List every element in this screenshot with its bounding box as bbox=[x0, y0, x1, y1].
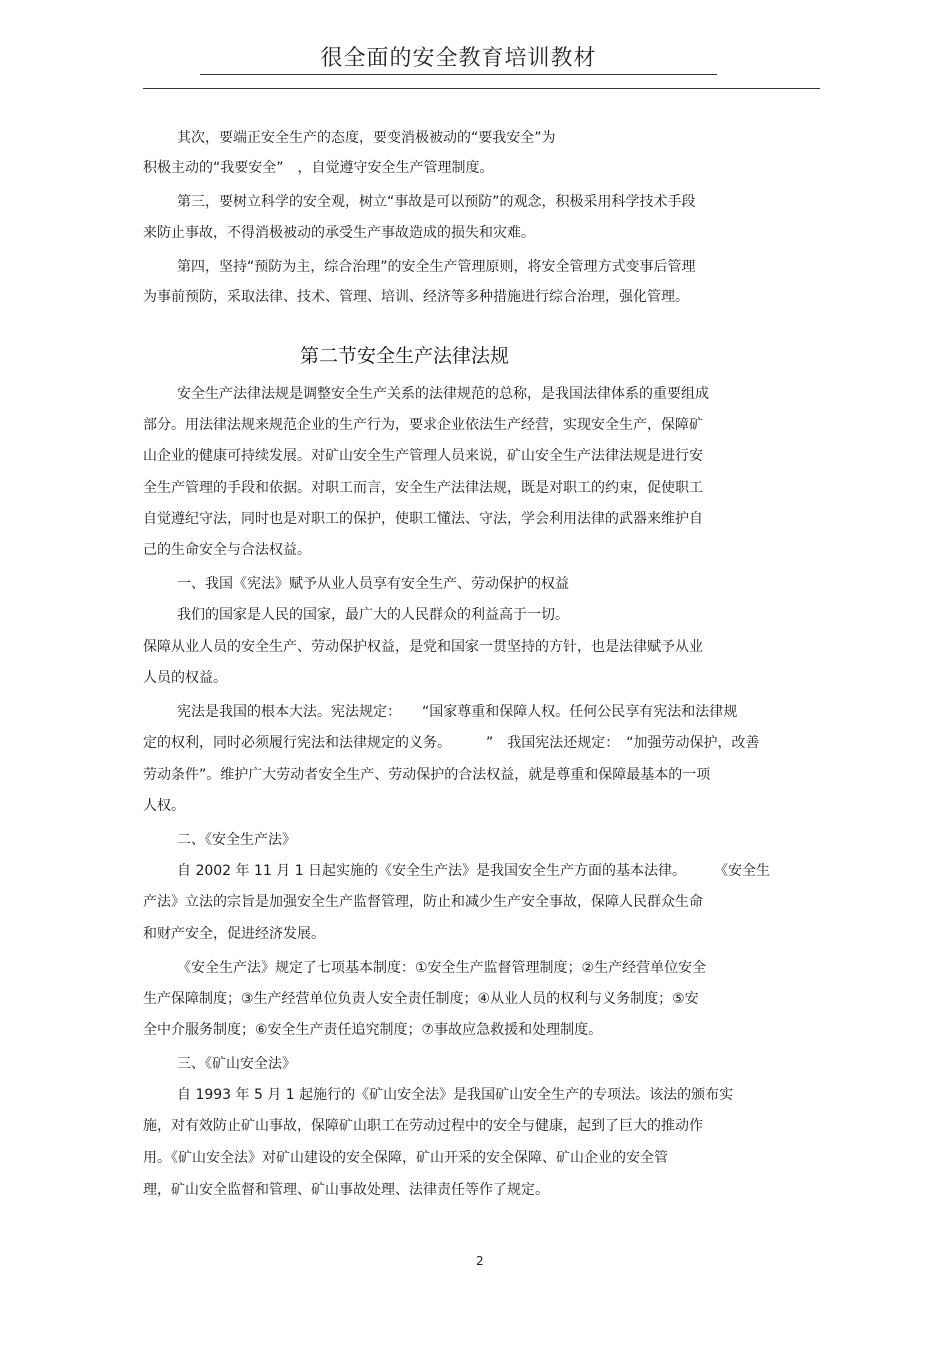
paragraph-line: 其次，要端正安全生产的态度，要变消极被动的“要我安全”为 bbox=[177, 130, 556, 146]
header-rule-long bbox=[143, 88, 820, 89]
paragraph-line: 自觉遵纪守法，同时也是对职工的保护，使职工懂法、守法，学会利用法律的武器来维护自 bbox=[143, 511, 703, 527]
subheading: 二、《安全生产法》 bbox=[177, 832, 296, 848]
section-title: 第二节安全生产法律法规 bbox=[300, 345, 510, 367]
paragraph-line: 部分。用法律法规来规范企业的生产行为，要求企业依法生产经营，实现安全生产，保障矿 bbox=[143, 417, 703, 433]
paragraph-line: 山企业的健康可持续发展。对矿山安全生产管理人员来说，矿山安全生产法律法规是进行安 bbox=[143, 448, 703, 464]
subheading: 三、《矿山安全法》 bbox=[177, 1056, 296, 1072]
paragraph-line: 保障从业人员的安全生产、劳动保护权益，是党和国家一贯坚持的方针，也是法律赋予从业 bbox=[143, 639, 703, 655]
paragraph-line: 和财产安全，促进经济发展。 bbox=[143, 926, 325, 942]
paragraph-line: 为事前预防，采取法律、技术、管理、培训、经济等多种措施进行综合治理，强化管理。 bbox=[143, 289, 689, 305]
paragraph-line: 自 2002 年 11 月 1 日起实施的《安全生产法》是我国安全生产方面的基本法律。 《安全生 bbox=[177, 863, 771, 879]
header-rule-short bbox=[200, 74, 717, 75]
paragraph-line: 积极主动的“我要安全” ，自觉遵守安全生产管理制度。 bbox=[143, 160, 494, 176]
paragraph-line: 人权。 bbox=[143, 798, 185, 814]
paragraph-line: 劳动条件”。维护广大劳动者安全生产、劳动保护的合法权益，就是尊重和保障最基本的一项 bbox=[143, 767, 711, 783]
paragraph-line: 安全生产法律法规是调整安全生产关系的法律规范的总称，是我国法律体系的重要组成 bbox=[177, 386, 709, 402]
paragraph-line: 宪法是我国的根本大法。宪法规定： “国家尊重和保障人权。任何公民享有宪法和法律规 bbox=[177, 704, 738, 720]
page-header-title: 很全面的安全教育培训教材 bbox=[320, 46, 597, 71]
page-number: 2 bbox=[476, 1254, 484, 1268]
paragraph-line: 理，矿山安全监督和管理、矿山事故处理、法律责任等作了规定。 bbox=[143, 1182, 549, 1198]
paragraph-line: 用。《矿山安全法》对矿山建设的安全保障，矿山开采的安全保障、矿山企业的安全管 bbox=[143, 1150, 668, 1166]
paragraph-line: 己的生命安全与合法权益。 bbox=[143, 542, 311, 558]
paragraph-line: 第四，坚持“预防为主，综合治理”的安全生产管理原则，将安全管理方式变事后管理 bbox=[177, 259, 696, 275]
paragraph-line: 全中介服务制度；⑥安全生产责任追究制度；⑦事故应急救援和处理制度。 bbox=[143, 1022, 603, 1038]
paragraph-line: 我们的国家是人民的国家，最广大的人民群众的利益高于一切。 bbox=[177, 607, 569, 623]
paragraph-line: 产法》立法的宗旨是加强安全生产监督管理，防止和减少生产安全事故，保障人民群众生命 bbox=[143, 894, 703, 910]
subheading: 一、我国《宪法》赋予从业人员享有安全生产、劳动保护的权益 bbox=[177, 576, 569, 592]
paragraph-line: 定的权利，同时必须履行宪法和法律规定的义务。 ” 我国宪法还规定： “加强劳动保护，改善 bbox=[143, 735, 760, 751]
paragraph-line: 人员的权益。 bbox=[143, 670, 227, 686]
paragraph-line: 来防止事故，不得消极被动的承受生产事故造成的损失和灾难。 bbox=[143, 225, 535, 241]
paragraph-line: 《安全生产法》规定了七项基本制度：①安全生产监督管理制度；②生产经营单位安全 bbox=[177, 960, 707, 976]
paragraph-line: 自 1993 年 5 月 1 起施行的《矿山安全法》是我国矿山安全生产的专项法。该法的颁布实 bbox=[177, 1087, 734, 1103]
paragraph-line: 生产保障制度；③生产经营单位负责人安全责任制度；④从业人员的权利与义务制度；⑤安 bbox=[143, 991, 699, 1007]
paragraph-line: 全生产管理的手段和依据。对职工而言，安全生产法律法规，既是对职工的约束，促使职工 bbox=[143, 480, 703, 496]
paragraph-line: 施，对有效防止矿山事故，保障矿山职工在劳动过程中的安全与健康，起到了巨大的推动作 bbox=[143, 1118, 703, 1134]
paragraph-line: 第三，要树立科学的安全观，树立“事故是可以预防”的观念，积极采用科学技术手段 bbox=[177, 194, 696, 210]
